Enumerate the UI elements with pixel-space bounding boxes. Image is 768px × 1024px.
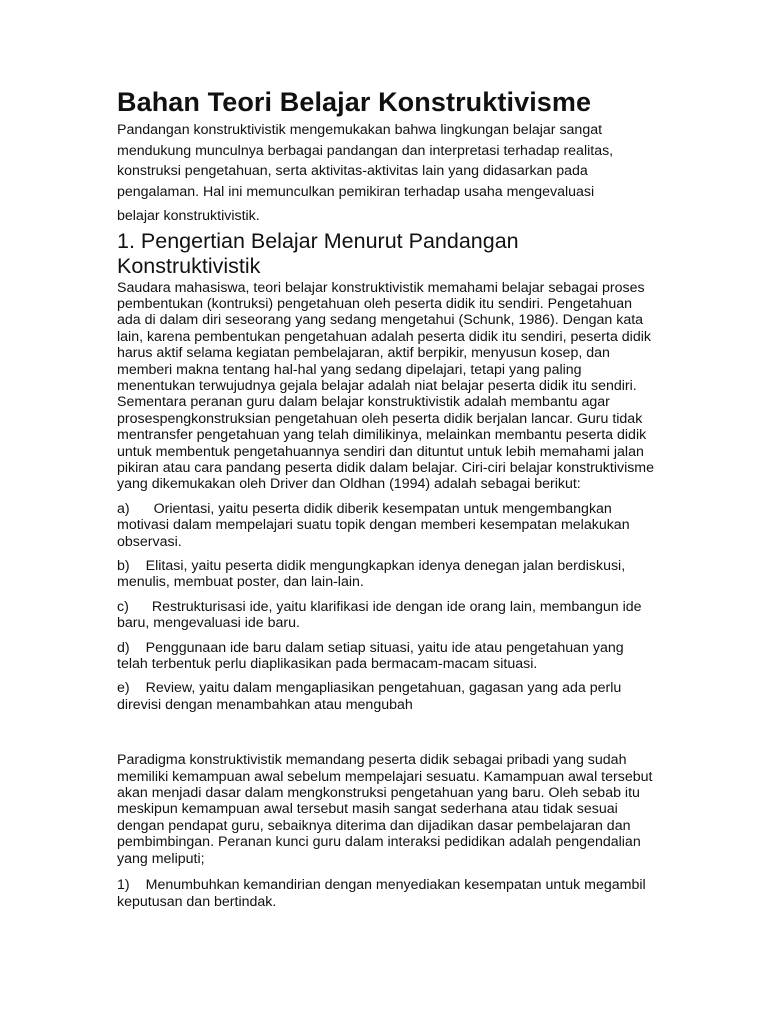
list-item-e — [117, 680, 655, 713]
paradigm-paragraph: Paradigma konstruktivistik memandang peserta didik sebagai pribadi yang sudah memiliki kemampuan awal sebelum mempelajari sesuatu. Kamampuan awal tersebut akan menjadi dasar dalam mengkonstruksi pengetahuan yang baru. Oleh sebab itu meskipun kemampuan awal tersebut masih sangat sederhana atau tidak sesuai dengan pendapat guru, sebaiknya diterima dan dijadikan dasar pembelajaran dan pembimbingan. Peranan kunci guru dalam interaksi pedidikan adalah pengendalian yang meliputi; — [117, 752, 653, 867]
role-item-1 — [117, 877, 655, 910]
list-item-b — [117, 558, 655, 591]
list-marker: b) — [117, 558, 130, 574]
list-item-text: Restrukturisasi ide, yaitu klarifikasi ide dengan ide orang lain, membangun ide baru, mengevaluasi ide baru. — [117, 598, 642, 632]
list-item-a — [117, 501, 655, 550]
list-item-c — [117, 599, 655, 632]
list-marker: 1) — [117, 877, 130, 894]
list-item-d — [117, 640, 655, 673]
section-heading: 1. Pengertian Belajar Menurut Pandangan Konstruktivistik — [117, 228, 519, 278]
intro-paragraph-tail: belajar konstruktivistik. — [117, 208, 260, 224]
list-marker: e) — [117, 680, 130, 697]
list-marker: c) — [117, 598, 129, 615]
definition-paragraph: Saudara mahasiswa, teori belajar konstruktivistik memahami belajar sebagai proses pembentukan (kontruksi) pengetahuan oleh peserta didik itu sendiri. Pengetahuan ada di dalam diri seseorang yang sedang mengetahui (Schunk, 1986). Dengan kata lain, karena pembentukan pengetahuan adalah peserta didik itu sendiri, peserta didik harus aktif selama kegiatan pembelajaran, aktif berpikir, menyusun kosep, dan memberi makna tentang hal-hal yang sedang dipelajari, tetapi yang paling menentukan terwujudnya gejala belajar adalah niat belajar peserta didik itu sendiri. Sementara peranan guru dalam belajar konstruktivistik adalah membantu agar prosespengkonstruksian pengetahuan oleh peserta didik berjalan lancar. Guru tidak mentransfer pengetahuan yang telah dimilikinya, melainkan membantu peserta didik untuk membentuk pengetahuannya sendiri dan dituntut untuk lebih memahami jalan pikiran atau cara pandang peserta didik dalam belajar. Ciri-ciri belajar konstruktivisme yang dikemukakan oleh Driver dan Oldhan (1994) adalah sebagai berikut: — [117, 279, 655, 493]
list-item-text: Menumbuhkan kemandirian dengan menyediakan kesempatan untuk megambil keputusan dan bertindak. — [117, 877, 646, 910]
list-item-text: Orientasi, yaitu peserta didik diberik kesempatan untuk mengembangkan motivasi dalam mempelajari suatu topik dengan memberi kesempatan melakukan observasi. — [117, 500, 630, 550]
list-item-text: Elitasi, yaitu peserta didik mengungkapkan idenya denegan jalan berdiskusi, menulis, membuat poster, dan lain-lain. — [117, 558, 626, 591]
list-item-text: Penggunaan ide baru dalam setiap situasi, yaitu ide atau pengetahuan yang telah terbentuk perlu diaplikasikan pada bermacam-macam situasi. — [117, 639, 624, 673]
document-title: Bahan Teori Belajar Konstruktivisme — [117, 87, 592, 117]
intro-paragraph: Pandangan konstruktivistik mengemukakan bahwa lingkungan belajar sangat mendukung munculnya berbagai pandangan dan interpretasi terhadap realitas, konstruksi pengetahuan, serta aktivitas-aktivitas lain yang didasarkan pada pengalaman. Hal ini memunculkan pemikiran terhadap usaha mengevaluasi — [117, 122, 614, 200]
document-page — [117, 84, 655, 910]
list-marker: a) — [117, 500, 130, 517]
list-marker: d) — [117, 639, 130, 656]
list-item-text: Review, yaitu dalam mengapliasikan pengetahuan, gagasan yang ada perlu direvisi dengan menambahkan atau mengubah — [117, 680, 622, 713]
